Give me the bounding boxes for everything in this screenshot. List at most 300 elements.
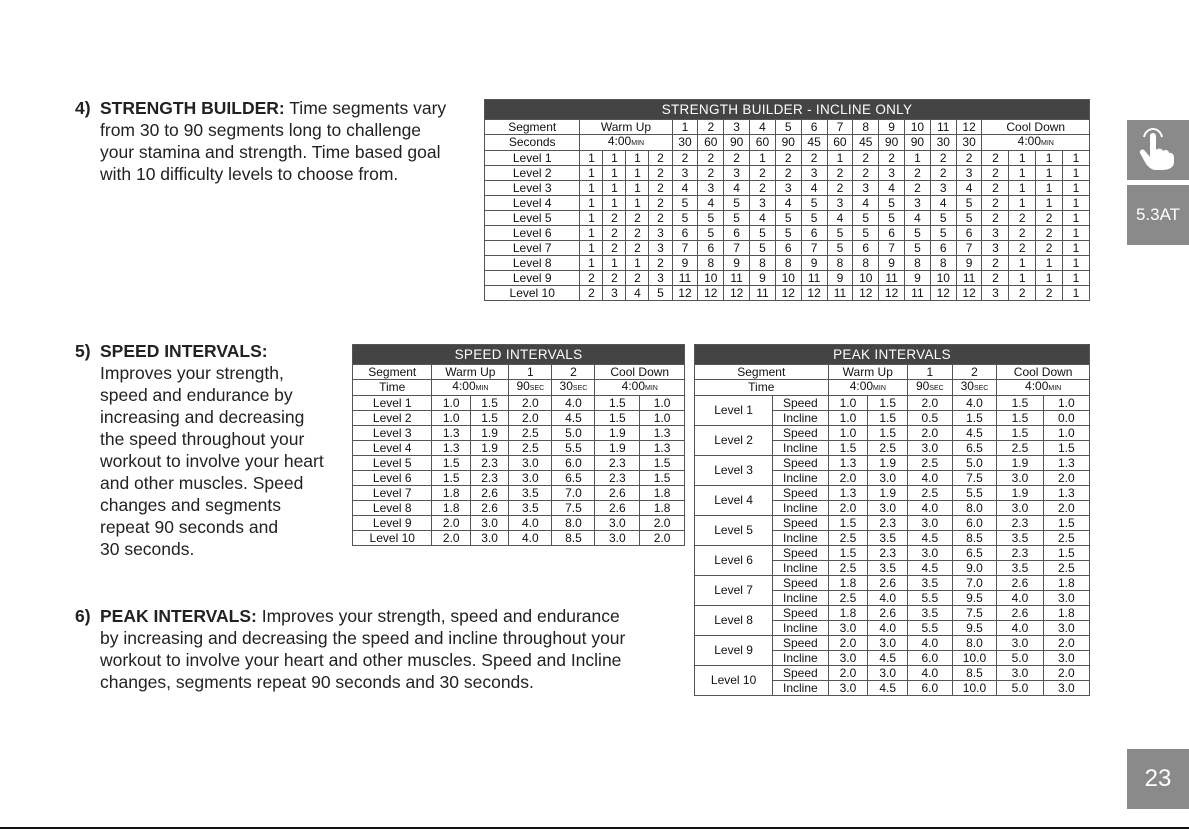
table-cell: 1.5	[1043, 516, 1089, 531]
table-cell: 5	[956, 211, 982, 226]
table-cell: 2	[672, 151, 698, 166]
row-subheader: Speed	[773, 636, 828, 651]
table-cell: 1	[580, 241, 603, 256]
table-cell: 12	[724, 286, 750, 301]
table-cell: 5	[649, 286, 672, 301]
table-cell: 5	[775, 226, 801, 241]
table-cell: 1.0	[640, 411, 685, 426]
table-cell: 1	[1063, 286, 1090, 301]
table-cell: 2	[982, 151, 1009, 166]
table-cell: 1.3	[1043, 456, 1089, 471]
table-seconds-row	[485, 135, 1090, 151]
section-tab	[1127, 120, 1189, 180]
table-cell: 7.5	[952, 606, 997, 621]
table-row	[695, 666, 1090, 681]
table-row	[695, 456, 1090, 471]
table-cell: 2	[982, 256, 1009, 271]
table-cell: 7	[956, 241, 982, 256]
table-row	[695, 546, 1090, 561]
table-cell: 1	[626, 181, 649, 196]
table-cell: 2.3	[997, 546, 1043, 561]
item-text: with 10 difficulty levels to choose from.	[100, 164, 399, 184]
row-subheader: Speed	[773, 486, 828, 501]
table-cell: 1	[1009, 166, 1036, 181]
table-cell: 6	[956, 226, 982, 241]
table-cell: 5.0	[997, 681, 1043, 696]
table-cell: 12	[801, 286, 827, 301]
table-cell: 8.5	[552, 531, 595, 546]
column-header: 4	[750, 120, 776, 135]
item-number: 4)	[75, 98, 91, 118]
table-cell: 1	[1063, 196, 1090, 211]
table-cell: 2	[827, 166, 853, 181]
table-cell: 1.3	[640, 426, 685, 441]
table-cell: 2	[649, 151, 672, 166]
table-cell: 3.0	[509, 456, 552, 471]
item-text: from 30 to 90 segments long to challenge	[100, 120, 422, 140]
table-title-row	[485, 100, 1090, 120]
table-cell: 10	[853, 271, 879, 286]
time-value: 4:00	[1017, 134, 1041, 148]
item-heading: SPEED INTERVALS:	[100, 341, 268, 361]
time-unit: SEC	[529, 385, 545, 392]
table-cell: 8	[698, 256, 724, 271]
table-cell: 5	[801, 196, 827, 211]
row-header: Level 9	[695, 636, 773, 666]
item-text: speed and endurance by	[100, 385, 293, 405]
item-text: Improves your strength, speed and endurance	[256, 606, 620, 626]
table-cell: 1.5	[997, 411, 1043, 426]
row-subheader: Incline	[773, 561, 828, 576]
table-cell: 2	[698, 166, 724, 181]
table-cell: 3.0	[868, 471, 908, 486]
table-cell: 1	[1063, 181, 1090, 196]
table-cell: 1	[905, 151, 931, 166]
row-header: Level 2	[695, 426, 773, 456]
table-cell: 2	[649, 196, 672, 211]
table-cell: 1.9	[868, 456, 908, 471]
table-cell: 4.5	[868, 681, 908, 696]
time-cell	[595, 380, 685, 396]
table-cell: 3.0	[1043, 591, 1089, 606]
table-cell: 1	[603, 196, 626, 211]
table-cell: 4.0	[868, 591, 908, 606]
table-cell: 4.0	[509, 531, 552, 546]
table-cell: 2	[750, 181, 776, 196]
column-header: 1	[509, 365, 552, 380]
table-cell: 8	[930, 256, 956, 271]
table-cell: 6.5	[952, 441, 997, 456]
table-cell: 3.0	[595, 531, 640, 546]
table-cell: 3	[905, 196, 931, 211]
table-cell: 2	[724, 151, 750, 166]
table-cell: 2.3	[997, 516, 1043, 531]
time-value: 4:00	[607, 134, 632, 148]
table-cell: 11	[879, 271, 905, 286]
row-header: Level 6	[353, 471, 432, 486]
table-row	[353, 486, 685, 501]
table-cell: 4	[750, 211, 776, 226]
table-cell: 3.5	[868, 561, 908, 576]
table-cell: 1.8	[640, 486, 685, 501]
table-cell: 3.0	[868, 636, 908, 651]
column-header: Warm Up	[580, 120, 672, 135]
table-cell: 8.0	[952, 636, 997, 651]
table-cell: 1.0	[1043, 426, 1089, 441]
table-row	[695, 486, 1090, 501]
table-cell: 3.0	[997, 666, 1043, 681]
table-cell: 2	[930, 166, 956, 181]
table-cell: 1.0	[1043, 396, 1089, 411]
table-cell: 5	[853, 211, 879, 226]
table-cell: 1.0	[828, 396, 868, 411]
table-cell: 4.0	[868, 621, 908, 636]
table-row	[353, 501, 685, 516]
column-header: Cool Down	[982, 120, 1090, 135]
row-subheader: Speed	[773, 396, 828, 411]
table-cell: 3	[982, 286, 1009, 301]
table-cell: 4	[801, 181, 827, 196]
time-cell	[952, 380, 997, 396]
item-text: workout to involve your heart	[100, 451, 324, 471]
table-cell: 3	[930, 181, 956, 196]
table-cell: 1	[580, 151, 603, 166]
table-cell: 2.3	[595, 471, 640, 486]
table-cell: 1	[1063, 226, 1090, 241]
table-cell: 1	[1009, 151, 1036, 166]
table-cell: 7.0	[552, 486, 595, 501]
time-unit: MIN	[631, 140, 645, 147]
table-cell: 11	[905, 286, 931, 301]
table-header-row	[695, 365, 1090, 380]
table-cell: 1.9	[470, 426, 508, 441]
table-cell: 3.0	[868, 666, 908, 681]
time-value: 4:00	[849, 379, 874, 393]
table-cell: 6.0	[552, 456, 595, 471]
table-cell: 90	[905, 135, 931, 151]
table-cell: 4.5	[868, 651, 908, 666]
table-cell: 2.5	[509, 441, 552, 456]
table-cell: 2.0	[908, 396, 953, 411]
item-text: Time segments vary	[284, 98, 447, 118]
table-cell: 3.0	[828, 651, 868, 666]
table-cell: 11	[750, 286, 776, 301]
table-cell: 2	[930, 151, 956, 166]
table-cell: 1.3	[432, 426, 470, 441]
table-cell: 2.0	[1043, 636, 1089, 651]
table-cell: 5	[775, 211, 801, 226]
time-unit: MIN	[873, 385, 886, 392]
table-cell: 1	[1036, 151, 1063, 166]
table-cell: 6	[672, 226, 698, 241]
table-cell: 1	[580, 196, 603, 211]
item-text: your stamina and strength. Time based goal	[100, 142, 441, 162]
table-cell: 3	[853, 181, 879, 196]
table-cell: 3.0	[908, 441, 953, 456]
table-row	[353, 531, 685, 546]
table-cell: 10.0	[952, 651, 997, 666]
table-cell: 2	[982, 271, 1009, 286]
column-header: 6	[801, 120, 827, 135]
row-header: Level 6	[485, 226, 580, 241]
row-header: Level 9	[485, 271, 580, 286]
table-cell: 2	[853, 166, 879, 181]
table-cell: 5	[879, 211, 905, 226]
table-cell: 9	[801, 256, 827, 271]
table-cell: 2	[626, 226, 649, 241]
time-value: 30	[960, 379, 974, 393]
table-cell: 9	[956, 256, 982, 271]
table-cell: 5	[672, 196, 698, 211]
table-cell: 4.0	[997, 621, 1043, 636]
table-cell: 2.0	[640, 531, 685, 546]
strength-builder-table	[484, 99, 1090, 301]
table-cell: 4.0	[908, 471, 953, 486]
table-cell: 4	[672, 181, 698, 196]
row-header: Level 4	[485, 196, 580, 211]
table-cell: 4	[930, 196, 956, 211]
table-cell: 1.8	[1043, 576, 1089, 591]
table-cell: 4	[956, 181, 982, 196]
table-cell: 2.5	[908, 456, 953, 471]
table-header-row	[353, 365, 685, 380]
table-cell: 1	[1063, 211, 1090, 226]
item-text: Improves your strength,	[100, 363, 284, 383]
table-cell: 7.5	[952, 471, 997, 486]
table-cell: 30	[672, 135, 698, 151]
table-cell: 8.5	[952, 666, 997, 681]
row-header: Level 4	[695, 486, 773, 516]
item-number: 5)	[75, 341, 91, 361]
table-cell: 10	[930, 271, 956, 286]
table-cell: 2.5	[828, 531, 868, 546]
table-cell: 60	[698, 135, 724, 151]
table-row	[485, 196, 1090, 211]
table-row	[485, 211, 1090, 226]
table-cell: 3.5	[908, 606, 953, 621]
table-cell: 2	[956, 151, 982, 166]
table-cell: 8	[905, 256, 931, 271]
table-cell: 1.8	[1043, 606, 1089, 621]
row-subheader: Speed	[773, 666, 828, 681]
table-cell: 1	[1036, 271, 1063, 286]
table-cell: 8.0	[552, 516, 595, 531]
table-cell: 2.3	[868, 546, 908, 561]
row-header: Level 3	[353, 426, 432, 441]
page-number-tab	[1127, 749, 1189, 809]
table-cell: 6.0	[908, 651, 953, 666]
table-cell: 1	[827, 151, 853, 166]
time-unit: MIN	[475, 385, 489, 392]
table-cell: 4	[724, 181, 750, 196]
table-cell: 2.5	[1043, 561, 1089, 576]
table-cell: 3.0	[997, 501, 1043, 516]
column-header: 2	[952, 365, 997, 380]
table-row	[353, 426, 685, 441]
table-cell: 4	[905, 211, 931, 226]
table-cell: 2.6	[470, 501, 508, 516]
hand-touch-icon	[1136, 128, 1180, 172]
time-value: 90	[915, 379, 930, 393]
table-cell: 45	[853, 135, 879, 151]
table-cell: 2	[775, 166, 801, 181]
column-header: 2	[698, 120, 724, 135]
table-cell: 3	[750, 196, 776, 211]
table-cell: 1.0	[828, 426, 868, 441]
table-cell: 12	[956, 286, 982, 301]
row-subheader: Speed	[773, 456, 828, 471]
table-cell: 5	[827, 241, 853, 256]
table-row	[485, 226, 1090, 241]
time-value: 4:00	[1025, 379, 1049, 393]
item-text: changes, segments repeat 90 seconds and 30 seconds.	[100, 672, 534, 692]
table-cell: 3	[649, 271, 672, 286]
table-cell: 2.6	[595, 486, 640, 501]
table-cell: 6	[801, 226, 827, 241]
table-cell: 1.5	[432, 456, 470, 471]
table-cell: 1	[1063, 271, 1090, 286]
time-cell	[828, 380, 907, 396]
table-cell: 2.3	[868, 516, 908, 531]
table-cell: 2.0	[509, 396, 552, 411]
table-cell: 2	[626, 241, 649, 256]
table-cell: 8.5	[952, 531, 997, 546]
table-row	[485, 166, 1090, 181]
time-unit: MIN	[1048, 385, 1062, 392]
row-header: Level 8	[695, 606, 773, 636]
column-header: Warm Up	[432, 365, 509, 380]
table-cell: 1.8	[640, 501, 685, 516]
item-text: and other muscles. Speed	[100, 473, 304, 493]
item-number: 6)	[75, 606, 91, 626]
row-subheader: Incline	[773, 591, 828, 606]
row-header: Level 5	[485, 211, 580, 226]
table-cell: 9	[672, 256, 698, 271]
table-cell: 1.8	[828, 576, 868, 591]
table-cell: 1	[1063, 241, 1090, 256]
row-header: Time	[353, 380, 432, 396]
table-cell: 2	[1009, 241, 1036, 256]
table-cell: 6	[930, 241, 956, 256]
column-header: 2	[552, 365, 595, 380]
table-cell: 3.0	[908, 546, 953, 561]
column-header: 12	[956, 120, 982, 135]
time-cell	[908, 380, 953, 396]
table-row	[695, 636, 1090, 651]
table-cell: 12	[698, 286, 724, 301]
table-cell: 2	[603, 241, 626, 256]
table-cell: 1	[603, 166, 626, 181]
row-header: Level 10	[485, 286, 580, 301]
table-cell: 1	[580, 226, 603, 241]
table-cell: 2.3	[595, 456, 640, 471]
row-subheader: Incline	[773, 681, 828, 696]
table-cell: 3	[724, 166, 750, 181]
table-cell: 4.0	[908, 666, 953, 681]
table-cell: 9.0	[952, 561, 997, 576]
table-cell: 10.0	[952, 681, 997, 696]
column-header: Cool Down	[997, 365, 1090, 380]
table-cell: 1	[1036, 256, 1063, 271]
table-cell: 1	[626, 196, 649, 211]
table-cell: 2	[603, 211, 626, 226]
table-cell: 6.5	[552, 471, 595, 486]
row-header: Time	[695, 380, 829, 396]
table-cell: 2.5	[828, 561, 868, 576]
row-header: Level 2	[485, 166, 580, 181]
table-cell: 3.0	[470, 531, 508, 546]
row-header: Level 8	[485, 256, 580, 271]
table-cell: 3.5	[509, 501, 552, 516]
table-cell: 2	[853, 151, 879, 166]
item-text: repeat 90 seconds and	[100, 517, 279, 537]
table-row	[353, 396, 685, 411]
table-cell: 2	[649, 166, 672, 181]
table-cell: 2.0	[1043, 501, 1089, 516]
peak-intervals-paragraph	[75, 605, 675, 693]
table-cell: 3	[649, 241, 672, 256]
column-header: Cool Down	[595, 365, 685, 380]
time-cell	[509, 380, 552, 396]
time-unit: SEC	[572, 385, 588, 392]
table-cell: 6.0	[908, 681, 953, 696]
table-row	[695, 606, 1090, 621]
table-cell: 4.0	[908, 636, 953, 651]
time-unit: SEC	[973, 385, 989, 392]
table-cell: 2	[750, 166, 776, 181]
table-cell: 1.5	[997, 426, 1043, 441]
table-cell: 6	[853, 241, 879, 256]
table-cell: 1	[580, 181, 603, 196]
table-time-row	[695, 380, 1090, 396]
table-cell: 2	[626, 211, 649, 226]
row-subheader: Speed	[773, 516, 828, 531]
table-cell: 2	[649, 256, 672, 271]
table-cell: 5.0	[997, 651, 1043, 666]
table-cell: 2	[649, 181, 672, 196]
table-cell: 1.8	[432, 486, 470, 501]
table-cell: 1	[1009, 196, 1036, 211]
table-cell: 9	[827, 271, 853, 286]
table-cell: 60	[750, 135, 776, 151]
item-heading: STRENGTH BUILDER:	[100, 98, 285, 118]
table-cell: 9	[750, 271, 776, 286]
table-cell: 3.0	[997, 636, 1043, 651]
item-text: changes and segments	[100, 495, 281, 515]
table-time-row	[353, 380, 685, 396]
table-cell: 3.0	[509, 471, 552, 486]
table-cell: 3.5	[868, 531, 908, 546]
table-cell: 2	[1036, 286, 1063, 301]
table-cell: 2	[603, 271, 626, 286]
row-subheader: Speed	[773, 546, 828, 561]
table-cell: 3	[956, 166, 982, 181]
table-cell: 1	[1036, 196, 1063, 211]
table-cell: 8	[775, 256, 801, 271]
table-row	[353, 441, 685, 456]
table-cell: 3.5	[908, 576, 953, 591]
item-text: 30 seconds.	[100, 539, 195, 559]
row-header: Level 5	[695, 516, 773, 546]
table-cell: 3.0	[1043, 681, 1089, 696]
table-cell: 9	[724, 256, 750, 271]
table-cell: 3	[603, 286, 626, 301]
table-cell: 9	[905, 271, 931, 286]
table-cell: 2	[982, 166, 1009, 181]
table-cell: 0.0	[1043, 411, 1089, 426]
row-header: Level 1	[695, 396, 773, 426]
row-subheader: Speed	[773, 576, 828, 591]
